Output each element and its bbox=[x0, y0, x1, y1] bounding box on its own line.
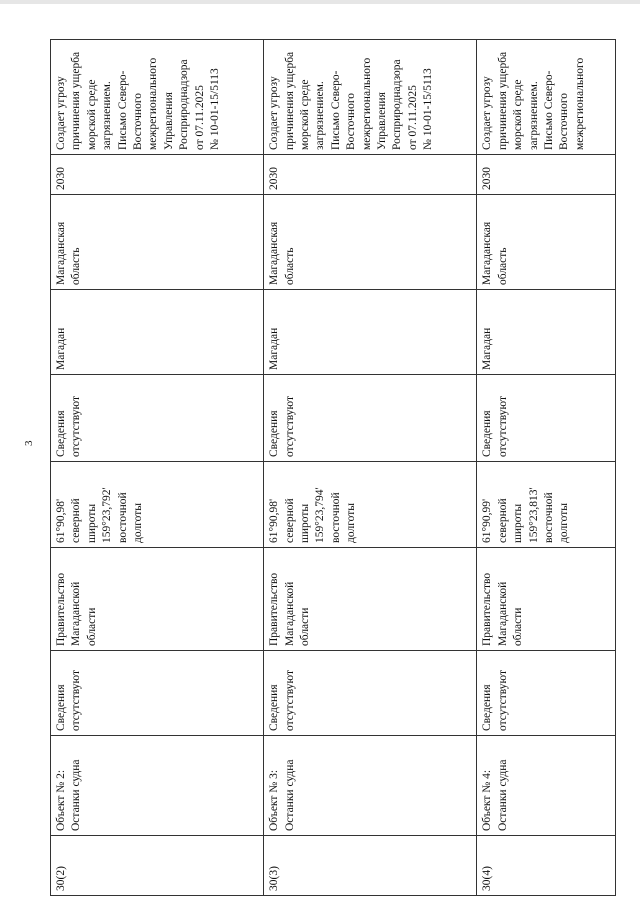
region-cell-line: область bbox=[283, 247, 296, 285]
note-cell-line: причинения ущерба bbox=[283, 51, 296, 150]
info-secondary-cell bbox=[264, 375, 477, 462]
note-cell-line: Восточного bbox=[558, 92, 571, 150]
row-number-cell bbox=[477, 836, 616, 896]
coordinates-cell-line: 61°90,99' bbox=[481, 498, 494, 543]
authority-cell bbox=[51, 548, 264, 651]
page-number: 3 bbox=[23, 440, 35, 446]
row-number-cell-text: 30(3) bbox=[268, 866, 281, 891]
note-cell-line: Восточного bbox=[345, 92, 358, 150]
note-cell-line: морской среде bbox=[85, 79, 98, 150]
coordinates-cell-line: северной bbox=[496, 498, 509, 543]
city-cell bbox=[477, 290, 616, 375]
info-secondary-cell-line: отсутствуют bbox=[496, 395, 509, 457]
objects-table bbox=[50, 39, 616, 896]
note-cell bbox=[477, 40, 616, 155]
note-cell-line: от 07.11.2025 bbox=[193, 85, 206, 150]
city-cell-line: Магадан bbox=[481, 327, 494, 370]
object-name-cell bbox=[477, 736, 616, 836]
coordinates-cell-line: восточной bbox=[116, 492, 129, 543]
info-secondary-cell-line: отсутствуют bbox=[283, 395, 296, 457]
authority-cell-line: области bbox=[512, 607, 525, 646]
note-cell-line: от 07.11.2025 bbox=[406, 85, 419, 150]
authority-cell-line: Магаданской bbox=[283, 581, 296, 646]
object-name-cell-line: Останки судна bbox=[283, 759, 296, 831]
note-cell bbox=[51, 40, 264, 155]
note-cell-line: Создает угрозу bbox=[481, 76, 494, 150]
info-cell-line: Сведения bbox=[268, 684, 281, 731]
page-top-edge bbox=[0, 0, 640, 4]
note-cell-line: морской среде bbox=[298, 79, 311, 150]
authority-cell-line: области bbox=[85, 607, 98, 646]
city-cell-line: Магадан bbox=[55, 327, 67, 370]
info-secondary-cell bbox=[51, 375, 264, 462]
object-name-cell-line: Объект № 4: bbox=[481, 769, 494, 831]
authority-cell-line: Правительство bbox=[268, 572, 281, 646]
note-cell-line: Росприроднадзора bbox=[391, 59, 404, 150]
note-cell-line: Росприроднадзора bbox=[178, 59, 191, 150]
coordinates-cell-line: долготы bbox=[132, 503, 145, 543]
note-cell-line: Восточного bbox=[132, 92, 145, 150]
year-cell bbox=[477, 155, 616, 195]
note-cell-line: межрегионального bbox=[573, 57, 586, 150]
coordinates-cell-line: 159°23,794' bbox=[314, 487, 327, 543]
table-row bbox=[51, 40, 264, 896]
authority-cell-line: области bbox=[298, 607, 311, 646]
coordinates-cell bbox=[51, 462, 264, 548]
table-row bbox=[477, 40, 616, 896]
region-cell-line: Магаданская bbox=[55, 221, 67, 285]
coordinates-cell-line: 159°23,792' bbox=[101, 487, 114, 543]
coordinates-cell-line: 159°23,813' bbox=[527, 487, 540, 543]
authority-cell-line: Правительство bbox=[481, 572, 494, 646]
info-secondary-cell-line: Сведения bbox=[55, 410, 67, 457]
coordinates-cell-line: 61°90,98' bbox=[55, 498, 67, 543]
info-cell bbox=[477, 651, 616, 736]
note-cell-line: причинения ущерба bbox=[496, 51, 509, 150]
note-cell-line: Письмо Северо- bbox=[116, 70, 129, 150]
info-cell-line: отсутствуют bbox=[496, 669, 509, 731]
year-cell-text: 2030 bbox=[268, 167, 281, 190]
note-cell-line: Письмо Северо- bbox=[329, 70, 342, 150]
region-cell-line: область bbox=[496, 247, 509, 285]
note-cell-line: причинения ущерба bbox=[70, 51, 83, 150]
city-cell bbox=[51, 290, 264, 375]
region-cell-line: область bbox=[70, 247, 83, 285]
region-cell-line: Магаданская bbox=[268, 221, 281, 285]
note-cell-line: № 10-01-15/5113 bbox=[209, 68, 222, 150]
note-cell-line: загрязнением. bbox=[527, 81, 540, 150]
authority-cell bbox=[264, 548, 477, 651]
note-cell bbox=[264, 40, 477, 155]
note-cell-line: Управления bbox=[375, 92, 388, 150]
year-cell bbox=[264, 155, 477, 195]
object-name-cell-line: Объект № 3: bbox=[268, 769, 281, 831]
object-name-cell bbox=[51, 736, 264, 836]
row-number-cell bbox=[264, 836, 477, 896]
info-cell-line: Сведения bbox=[481, 684, 494, 731]
info-cell bbox=[51, 651, 264, 736]
region-cell bbox=[51, 195, 264, 290]
object-name-cell-line: Объект № 2: bbox=[55, 769, 67, 831]
coordinates-cell-line: северной bbox=[70, 498, 83, 543]
info-secondary-cell bbox=[477, 375, 616, 462]
authority-cell-line: Правительство bbox=[55, 572, 67, 646]
row-number-cell-text: 30(4) bbox=[481, 866, 494, 891]
coordinates-cell-line: долготы bbox=[558, 503, 571, 543]
year-cell bbox=[51, 155, 264, 195]
object-name-cell-line: Останки судна bbox=[70, 759, 83, 831]
city-cell bbox=[264, 290, 477, 375]
note-cell-line: загрязнением. bbox=[314, 81, 327, 150]
year-cell-text: 2030 bbox=[481, 167, 494, 190]
authority-cell bbox=[477, 548, 616, 651]
object-name-cell bbox=[264, 736, 477, 836]
table-row bbox=[264, 40, 477, 896]
row-number-cell bbox=[51, 836, 264, 896]
coordinates-cell bbox=[264, 462, 477, 548]
coordinates-cell-line: восточной bbox=[542, 492, 555, 543]
note-cell-line: Письмо Северо- bbox=[542, 70, 555, 150]
info-cell-line: отсутствуют bbox=[283, 669, 296, 731]
row-number-cell-text: 30(2) bbox=[55, 866, 67, 891]
note-cell-line: Создает угрозу bbox=[268, 76, 281, 150]
note-cell-line: межрегионального bbox=[147, 57, 160, 150]
info-cell-line: Сведения bbox=[55, 684, 67, 731]
info-secondary-cell-line: отсутствуют bbox=[70, 395, 83, 457]
object-name-cell-line: Останки судна bbox=[496, 759, 509, 831]
coordinates-cell-line: широты bbox=[512, 503, 525, 543]
coordinates-cell-line: долготы bbox=[345, 503, 358, 543]
info-secondary-cell-line: Сведения bbox=[268, 410, 281, 457]
note-cell-line: загрязнением. bbox=[101, 81, 114, 150]
region-cell bbox=[477, 195, 616, 290]
authority-cell-line: Магаданской bbox=[496, 581, 509, 646]
note-cell-line: Создает угрозу bbox=[55, 76, 67, 150]
coordinates-cell-line: широты bbox=[298, 503, 311, 543]
info-cell bbox=[264, 651, 477, 736]
note-cell-line: морской среде bbox=[512, 79, 525, 150]
city-cell-line: Магадан bbox=[268, 327, 281, 370]
note-cell-line: Управления bbox=[162, 92, 175, 150]
coordinates-cell bbox=[477, 462, 616, 548]
region-cell bbox=[264, 195, 477, 290]
coordinates-cell-line: северной bbox=[283, 498, 296, 543]
info-cell-line: отсутствуют bbox=[70, 669, 83, 731]
coordinates-cell-line: 61°90,98' bbox=[268, 498, 281, 543]
authority-cell-line: Магаданской bbox=[70, 581, 83, 646]
note-cell-line: № 10-01-15/5113 bbox=[422, 68, 435, 150]
info-secondary-cell-line: Сведения bbox=[481, 410, 494, 457]
coordinates-cell-line: широты bbox=[85, 503, 98, 543]
year-cell-text: 2030 bbox=[55, 167, 67, 190]
rotated-table-container bbox=[50, 40, 616, 896]
coordinates-cell-line: восточной bbox=[329, 492, 342, 543]
note-cell-line: межрегионального bbox=[360, 57, 373, 150]
region-cell-line: Магаданская bbox=[481, 221, 494, 285]
